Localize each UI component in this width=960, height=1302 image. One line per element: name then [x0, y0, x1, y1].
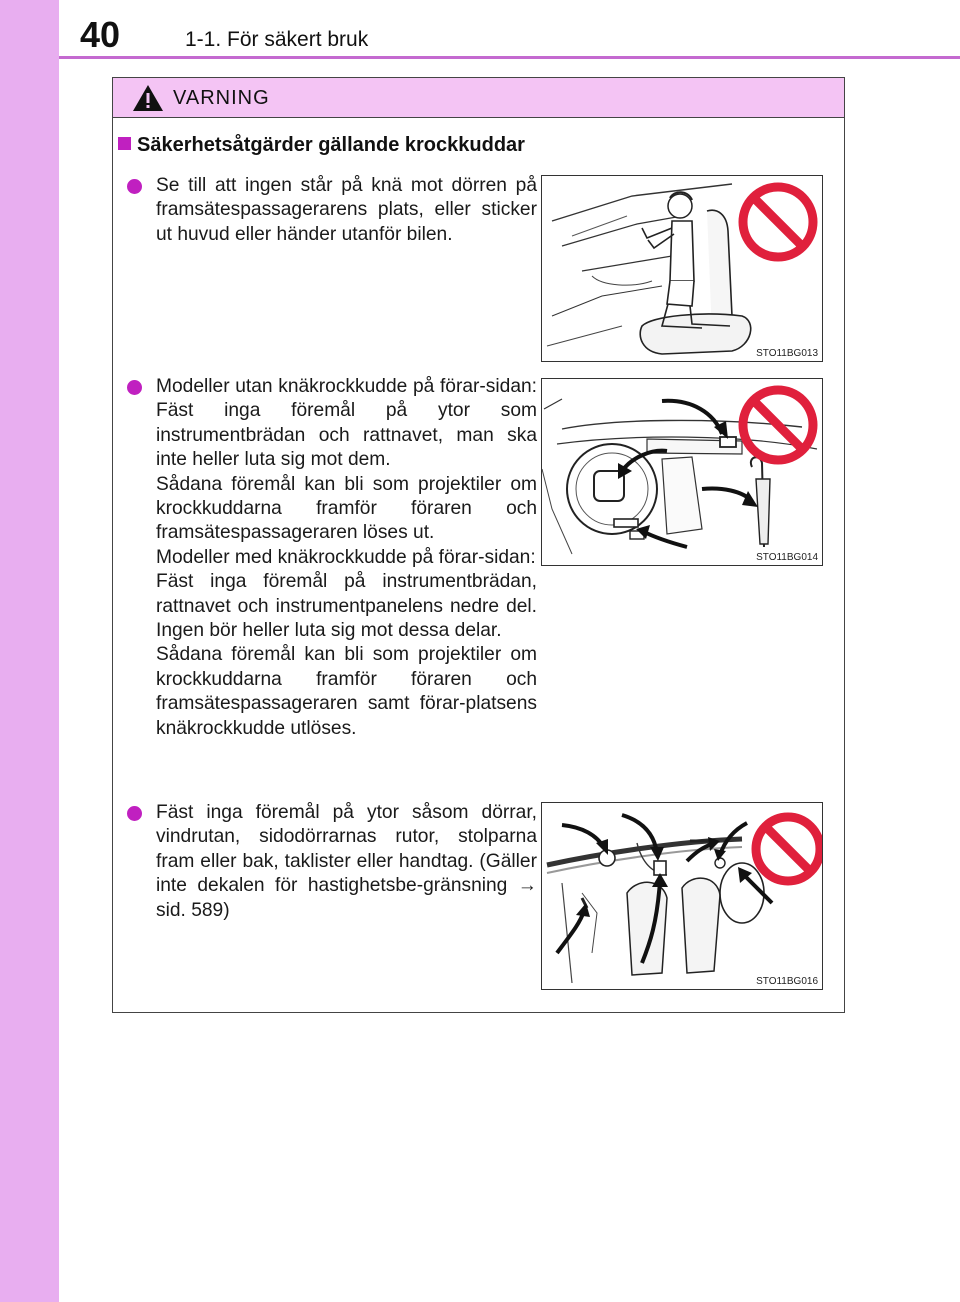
subheading — [113, 134, 525, 157]
item-2-paragraph-4: Fäst inga föremål på instrumentbrädan, rattnavet och instrumentpanelens nedre del. Ingen bör heller luta sig mot dessa delar. — [156, 571, 537, 642]
figure-code: STO11BG014 — [756, 552, 818, 563]
bullet-icon — [127, 179, 142, 194]
item-1-paragraph-1: Se till att ingen står på knä mot dörren på framsätespassagerarens plats, eller sticker ut huvud eller händer utanför bilen. — [156, 175, 537, 245]
warning-triangle-icon — [131, 83, 165, 113]
figure-code: STO11BG013 — [756, 348, 818, 359]
bullet-icon — [127, 806, 142, 821]
prohibition-icon — [743, 187, 813, 257]
section-title: 1-1. För säkert bruk — [185, 28, 369, 51]
figure-interior-surfaces — [541, 802, 823, 990]
warning-item-2 — [127, 375, 537, 741]
item-2-paragraph-1: Modeller utan knäkrockkudde på förar-sidan: Fäst inga föremål på ytor som instrumentbrädan och rattnavet, man ska inte heller luta sig mot dem. — [156, 376, 537, 471]
item-3-paragraph-1: Fäst inga föremål på ytor såsom dörrar, vindrutan, sidodörrarnas rutor, stolparna fram eller bak, taklister eller handtag. (Gäller inte dekalen för hastighetsbe-gränsning → sid. 589) — [156, 802, 537, 921]
subheading-text: Säkerhetsåtgärder gällande krockkuddar — [137, 134, 525, 156]
figure-code: STO11BG016 — [756, 976, 818, 987]
warning-header — [113, 78, 844, 118]
warning-box — [112, 77, 845, 1013]
square-bullet-icon — [118, 137, 131, 150]
item-2-paragraph-3: Modeller med knäkrockkudde på förar-sidan: — [156, 546, 536, 568]
bullet-icon — [127, 380, 142, 395]
header-rule — [59, 56, 960, 59]
warning-item-1 — [127, 174, 537, 247]
warning-item-3 — [127, 801, 537, 923]
item-2-paragraph-5: Sådana föremål kan bli som projektiler om krockkuddarna framför föraren och framsätespassageraren samt förar-platsens knäkrockkudde utlöses. — [156, 644, 537, 739]
prohibition-icon — [756, 817, 820, 881]
item-2-paragraph-2: Sådana föremål kan bli som projektiler om krockkuddarna framför föraren och framsätespassageraren löses ut. — [156, 473, 537, 544]
figure-kneeling-passenger — [541, 175, 823, 362]
figure-dashboard-objects — [541, 378, 823, 566]
warning-label: VARNING — [173, 87, 270, 109]
page-number: 40 — [80, 14, 121, 55]
side-strip — [0, 0, 59, 1302]
prohibition-icon — [743, 390, 813, 460]
